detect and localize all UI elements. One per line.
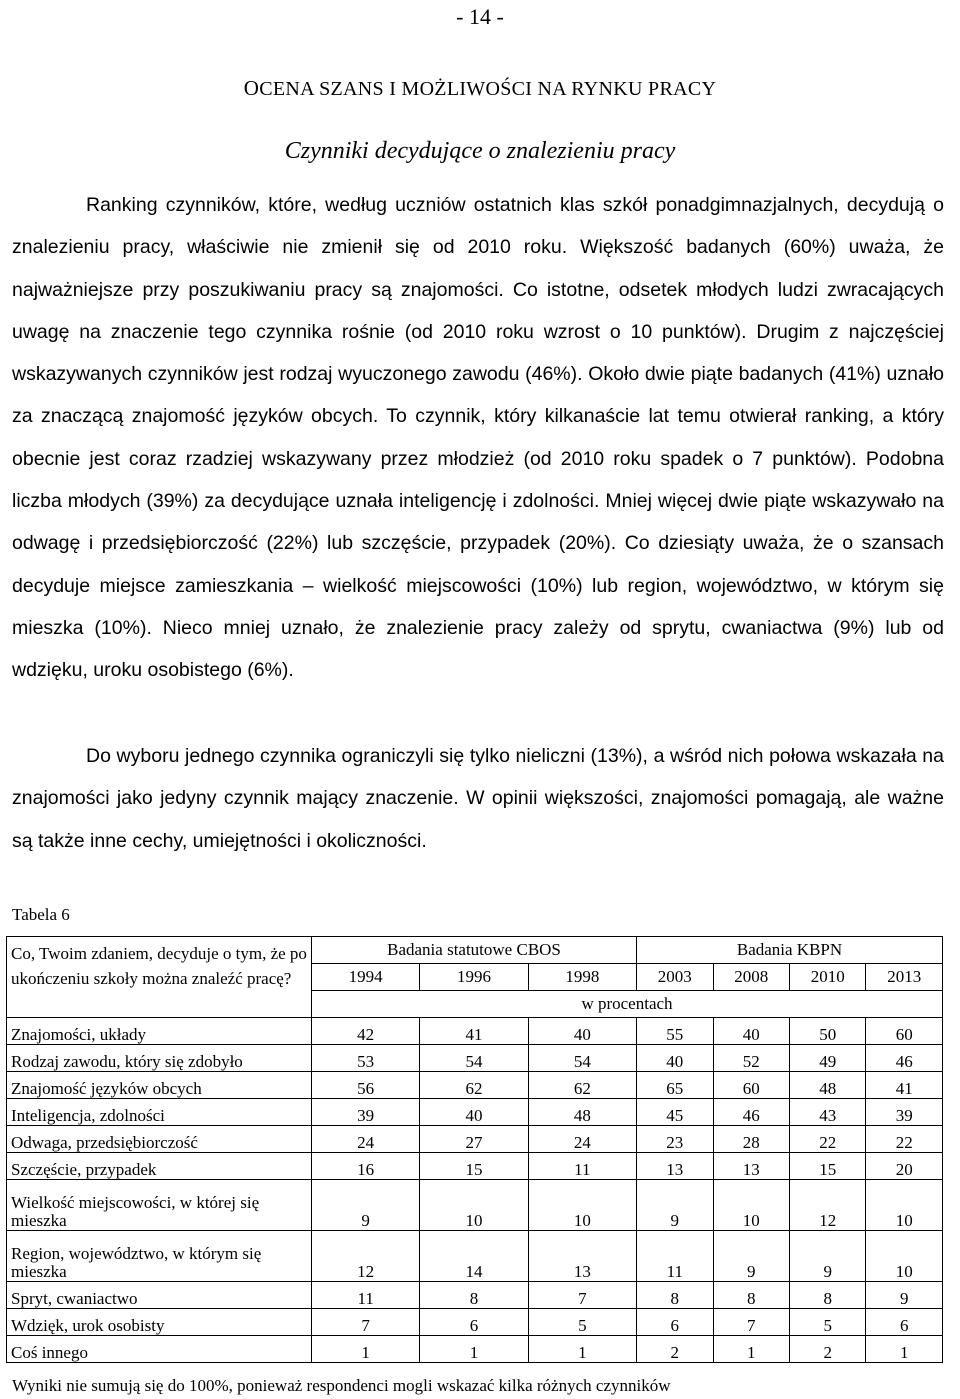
value-cell: 7 [312, 1309, 420, 1336]
row-label: Inteligencja, zdolności [7, 1099, 312, 1126]
table-caption: Tabela 6 [12, 905, 70, 924]
value-cell: 27 [420, 1126, 528, 1153]
year-header: 2003 [637, 964, 713, 991]
table-row [7, 1072, 943, 1099]
year-header: 2008 [713, 964, 789, 991]
value-cell: 5 [528, 1309, 636, 1336]
value-cell: 14 [420, 1231, 528, 1282]
value-cell: 9 [637, 1180, 713, 1231]
value-cell: 50 [789, 1018, 865, 1045]
value-cell: 16 [312, 1153, 420, 1180]
value-cell: 11 [637, 1231, 713, 1282]
table-row [7, 1336, 943, 1363]
row-label: Wielkość miejscowości, w której się mieszka [7, 1180, 312, 1231]
value-cell: 22 [789, 1126, 865, 1153]
row-label: Szczęście, przypadek [7, 1153, 312, 1180]
table-row [7, 1153, 943, 1180]
value-cell: 6 [420, 1309, 528, 1336]
paragraph-2: Do wyboru jednego czynnika ograniczyli się tylko nieliczni (13%), a wśród nich połowa wskazała na znajomości jako jedyny czynnik mający znaczenie. W opinii większości, znajomości pomagają, ale ważne są także inne cechy, umiejętności i okoliczności. [12, 745, 944, 852]
group-header-cbos: Badania statutowe CBOS [312, 937, 637, 964]
value-cell: 40 [528, 1018, 636, 1045]
value-cell: 41 [866, 1072, 943, 1099]
value-cell: 48 [789, 1072, 865, 1099]
value-cell: 62 [420, 1072, 528, 1099]
value-cell: 41 [420, 1018, 528, 1045]
value-cell: 11 [312, 1282, 420, 1309]
value-cell: 6 [866, 1309, 943, 1336]
table-row [7, 1282, 943, 1309]
value-cell: 53 [312, 1045, 420, 1072]
value-cell: 49 [789, 1045, 865, 1072]
value-cell: 62 [528, 1072, 636, 1099]
value-cell: 24 [312, 1126, 420, 1153]
value-cell: 8 [420, 1282, 528, 1309]
row-label: Wdzięk, urok osobisty [7, 1309, 312, 1336]
value-cell: 40 [637, 1045, 713, 1072]
value-cell: 40 [420, 1099, 528, 1126]
value-cell: 10 [713, 1180, 789, 1231]
year-header: 2013 [866, 964, 943, 991]
page-number: - 14 - [456, 4, 504, 29]
row-label: Region, województwo, w którym się mieszka [7, 1231, 312, 1282]
value-cell: 13 [713, 1153, 789, 1180]
value-cell: 43 [789, 1099, 865, 1126]
value-cell: 9 [866, 1282, 943, 1309]
table-row [7, 1180, 943, 1231]
value-cell: 10 [866, 1180, 943, 1231]
value-cell: 8 [637, 1282, 713, 1309]
value-cell: 9 [312, 1180, 420, 1231]
value-cell: 39 [312, 1099, 420, 1126]
subsection-title: Czynniki decydujące o znalezieniu pracy [284, 138, 676, 164]
year-header: 1998 [528, 964, 636, 991]
value-cell: 46 [713, 1099, 789, 1126]
value-cell: 8 [713, 1282, 789, 1309]
row-label: Coś innego [7, 1336, 312, 1363]
value-cell: 40 [713, 1018, 789, 1045]
table-row [7, 1126, 943, 1153]
table-footnote: Wyniki nie sumują się do 100%, ponieważ respondenci mogli wskazać kilka różnych czynników [12, 1376, 671, 1395]
value-cell: 7 [713, 1309, 789, 1336]
value-cell: 46 [866, 1045, 943, 1072]
value-cell: 13 [528, 1231, 636, 1282]
paragraph-1: Ranking czynników, które, według uczniów ostatnich klas szkół ponadgimnazjalnych, decydują o znalezieniu pracy, właściwie nie zmienił się od 2010 roku. Większość badanych (60%) uważa, że najważniejsze przy poszukiwaniu pracy są znajomości. Co istotne, odsetek młodych ludzi zwracających uwagę na znaczenie tego czynnika rośnie (od 2010 roku wzrost o 10 punktów). Drugim z najczęściej wskazywanych czynników jest rodzaj wyuczonego zawodu (46%). Około dwie piąte badanych (41%) uznało za znaczącą znajomość języków obcych. To czynnik, który kilkanaście lat temu otwierał ranking, a który obecnie jest coraz rzadziej wskazywany przez młodzież (od 2010 roku spadek o 7 punktów). Podobna liczba młodych (39%) za decydujące uznała inteligencję i zdolności. Mniej więcej dwie piąte wskazywało na odwagę i przedsiębiorczość (22%) lub szczęście, przypadek (20%). Co dziesiąty uważa, że o szansach decyduje miejsce zamieszkania – wielkość miejscowości (10%) lub region, województwo, w którym się mieszka (10%). Nieco mniej uznało, że znalezienie pracy zależy od sprytu, cwaniactwa (9%) lub od wdzięku, uroku osobistego (6%). [12, 194, 944, 682]
value-cell: 12 [789, 1180, 865, 1231]
value-cell: 39 [866, 1099, 943, 1126]
table-row [7, 1018, 943, 1045]
value-cell: 2 [637, 1336, 713, 1363]
row-label: Znajomości, układy [7, 1018, 312, 1045]
value-cell: 9 [713, 1231, 789, 1282]
table-row [7, 1099, 943, 1126]
year-header: 1994 [312, 964, 420, 991]
value-cell: 48 [528, 1099, 636, 1126]
value-cell: 60 [713, 1072, 789, 1099]
value-cell: 1 [866, 1336, 943, 1363]
question-cell: Co, Twoim zdaniem, decyduje o tym, że po ukończeniu szkoły można znaleźć pracę? [7, 937, 312, 1018]
value-cell: 42 [312, 1018, 420, 1045]
section-title [0, 76, 960, 101]
value-cell: 28 [713, 1126, 789, 1153]
value-cell: 1 [528, 1336, 636, 1363]
value-cell: 20 [866, 1153, 943, 1180]
value-cell: 54 [528, 1045, 636, 1072]
row-label: Odwaga, przedsiębiorczość [7, 1126, 312, 1153]
value-cell: 55 [637, 1018, 713, 1045]
row-label: Spryt, cwaniactwo [7, 1282, 312, 1309]
value-cell: 6 [637, 1309, 713, 1336]
value-cell: 5 [789, 1309, 865, 1336]
section-title-initial: O [243, 76, 260, 100]
value-cell: 1 [312, 1336, 420, 1363]
value-cell: 10 [866, 1231, 943, 1282]
value-cell: 15 [789, 1153, 865, 1180]
unit-cell: w procentach [312, 991, 943, 1018]
row-label: Rodzaj zawodu, który się zdobyło [7, 1045, 312, 1072]
value-cell: 60 [866, 1018, 943, 1045]
value-cell: 65 [637, 1072, 713, 1099]
value-cell: 1 [420, 1336, 528, 1363]
value-cell: 9 [789, 1231, 865, 1282]
year-header: 2010 [789, 964, 865, 991]
value-cell: 8 [789, 1282, 865, 1309]
value-cell: 24 [528, 1126, 636, 1153]
value-cell: 10 [420, 1180, 528, 1231]
section-title-rest: CENA SZANS I MOŻLIWOŚCI NA RYNKU PRACY [259, 78, 717, 100]
table-row [7, 1309, 943, 1336]
value-cell: 23 [637, 1126, 713, 1153]
row-label: Znajomość języków obcych [7, 1072, 312, 1099]
value-cell: 1 [713, 1336, 789, 1363]
value-cell: 11 [528, 1153, 636, 1180]
value-cell: 52 [713, 1045, 789, 1072]
value-cell: 12 [312, 1231, 420, 1282]
value-cell: 15 [420, 1153, 528, 1180]
value-cell: 2 [789, 1336, 865, 1363]
data-table [6, 936, 943, 1363]
year-header: 1996 [420, 964, 528, 991]
value-cell: 22 [866, 1126, 943, 1153]
table-row [7, 1231, 943, 1282]
value-cell: 7 [528, 1282, 636, 1309]
value-cell: 13 [637, 1153, 713, 1180]
value-cell: 45 [637, 1099, 713, 1126]
table-row [7, 1045, 943, 1072]
group-header-kbpn: Badania KBPN [637, 937, 943, 964]
value-cell: 56 [312, 1072, 420, 1099]
value-cell: 10 [528, 1180, 636, 1231]
value-cell: 54 [420, 1045, 528, 1072]
